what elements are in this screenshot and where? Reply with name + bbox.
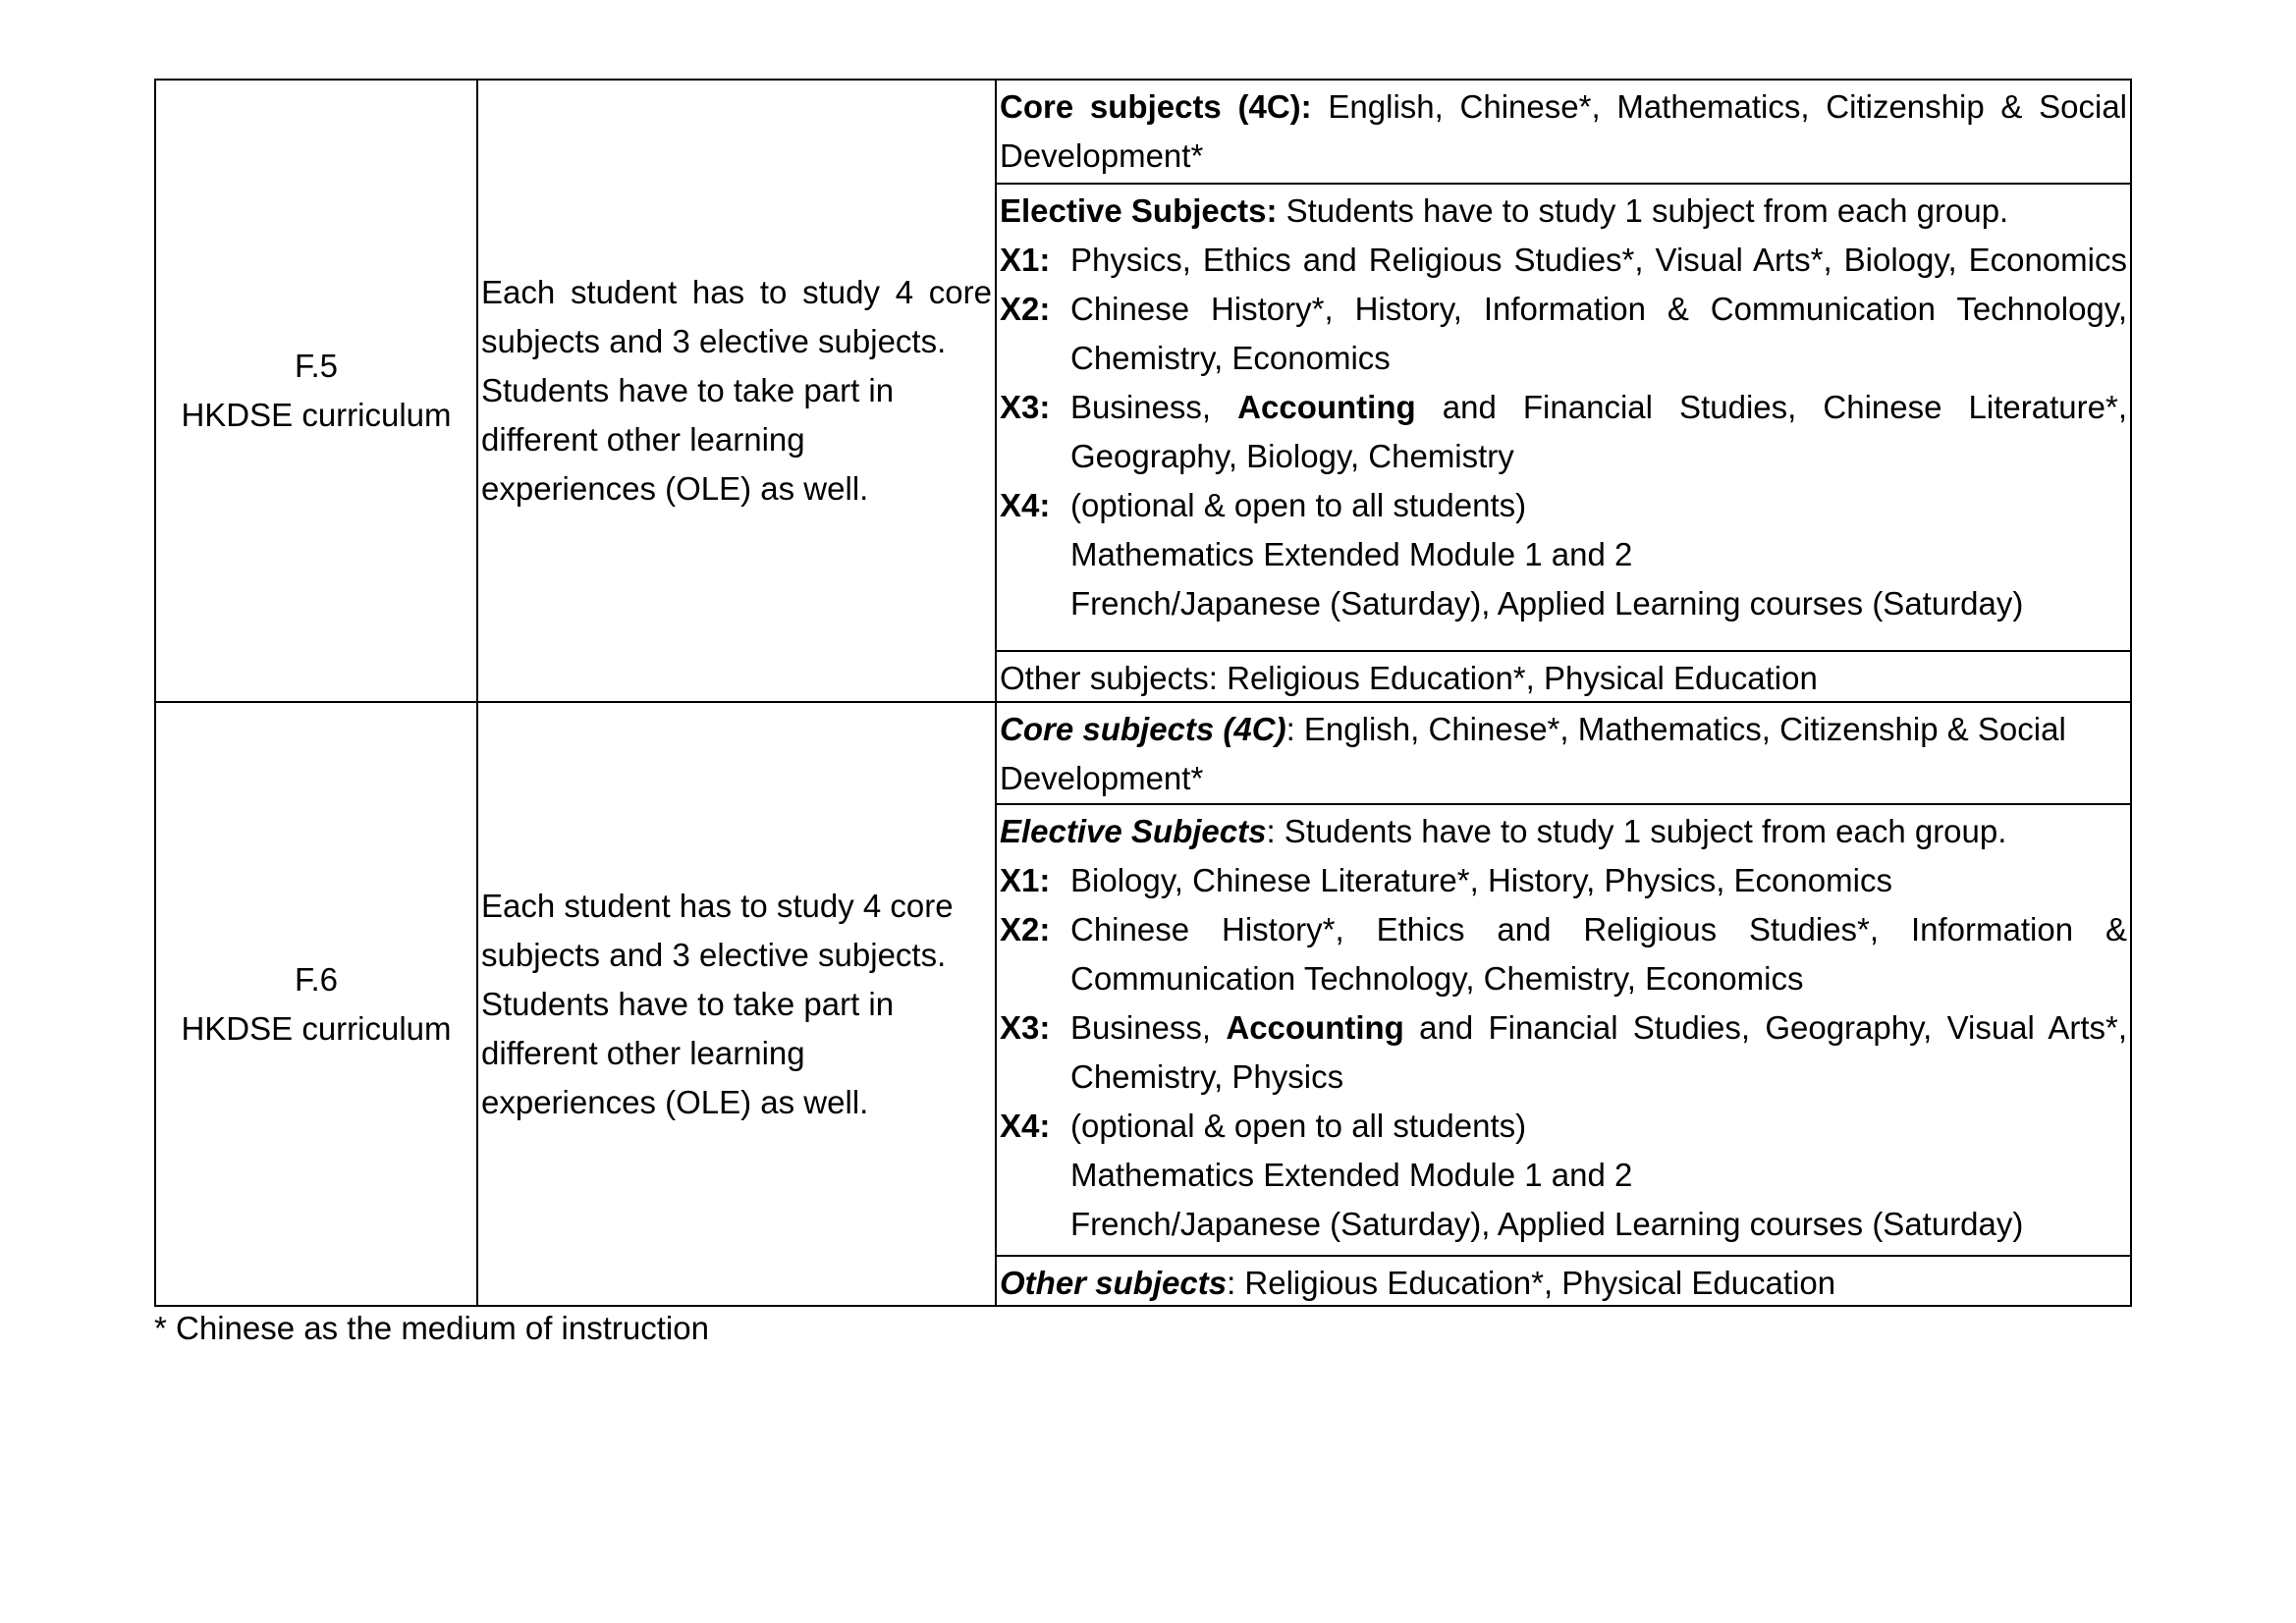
elective-subjects-text: : Students have to study 1 subject from each group. xyxy=(1266,813,2007,849)
core-subjects-text: : English, Chinese*, Mathematics, Citizenship & Social xyxy=(1285,711,2066,747)
description-line: experiences (OLE) as well. xyxy=(481,470,869,507)
core-subjects-block xyxy=(997,703,2130,803)
group-label: X2: xyxy=(1000,911,1051,947)
subjects-cell-f5 xyxy=(996,80,2131,702)
form-cell-f6 xyxy=(155,702,477,1306)
group-subjects: Biology, Chinese Literature*, History, Physics, Economics xyxy=(1070,862,1892,898)
footnote: * Chinese as the medium of instruction xyxy=(154,1310,709,1346)
elective-subjects-text: Students have to study 1 subject from each group. xyxy=(1285,192,2009,229)
group-label: X3: xyxy=(1000,1009,1051,1046)
table-row-f6 xyxy=(155,702,2131,1306)
description-line: experiences (OLE) as well. xyxy=(481,1083,869,1120)
description-line: different other learning xyxy=(481,1034,805,1071)
group-subjects: (optional & open to all students) xyxy=(1070,487,1527,523)
description-line: Each student has to study 4 core xyxy=(481,887,954,924)
other-subjects-text: : Religious Education*, Physical Education xyxy=(1227,1265,1836,1301)
group-subjects: and Financial Studies, Chinese Literature*, xyxy=(1442,389,2127,425)
group-subjects: Chinese History*, History, Information & Communication Technology, xyxy=(1070,291,2127,327)
group-subjects: Physics, Ethics and Religious Studies*, Visual Arts*, Biology, Economics xyxy=(1070,242,2127,278)
core-subjects-text: English, Chinese*, Mathematics, Citizenship & Social xyxy=(1328,88,2128,125)
elective-group-x3 xyxy=(1000,1003,2127,1102)
description-line: subjects and 3 elective subjects. xyxy=(481,323,947,359)
other-subjects-text: Religious Education*, Physical Education xyxy=(1227,660,1818,696)
curriculum-name: HKDSE curriculum xyxy=(181,397,452,433)
group-subjects: Business, xyxy=(1070,389,1212,425)
description-line: Each student has to study 4 core xyxy=(481,274,992,310)
group-label: X1: xyxy=(1000,242,1051,278)
group-label: X1: xyxy=(1000,862,1051,898)
description-line: different other learning xyxy=(481,421,805,458)
other-subjects-label: Other subjects: xyxy=(1000,660,1218,696)
form-level: F.6 xyxy=(294,960,339,998)
elective-group-x3 xyxy=(1000,383,2127,481)
group-subjects: Chinese History*, Ethics and Religious Studies*, Information & xyxy=(1070,911,2127,947)
accounting-emphasis: Accounting xyxy=(1237,389,1416,425)
group-subjects: Communication Technology, Chemistry, Economics xyxy=(1070,960,1804,997)
group-subjects: (optional & open to all students) xyxy=(1070,1108,1527,1144)
group-label: X2: xyxy=(1000,291,1051,327)
group-label: X4: xyxy=(1000,1108,1051,1144)
group-subjects: Chemistry, Economics xyxy=(1070,340,1391,376)
description-cell-f6 xyxy=(477,702,996,1306)
elective-group-x2 xyxy=(1000,285,2127,383)
elective-group-x4 xyxy=(1000,481,2127,628)
group-subjects: Mathematics Extended Module 1 and 2 xyxy=(1070,1157,1633,1193)
core-subjects-text-cont: Development* xyxy=(1000,137,1204,174)
group-subjects: French/Japanese (Saturday), Applied Learning courses (Saturday) xyxy=(1070,585,2024,622)
subjects-cell-f6 xyxy=(996,702,2131,1306)
elective-subjects-label: Elective Subjects xyxy=(1000,813,1267,849)
group-subjects: Mathematics Extended Module 1 and 2 xyxy=(1070,536,1633,572)
core-subjects-label: Core subjects (4C) xyxy=(1000,711,1286,747)
form-level: F.5 xyxy=(294,348,339,384)
form-cell-f5 xyxy=(155,80,477,702)
group-label: X3: xyxy=(1000,389,1051,425)
elective-group-x1 xyxy=(1000,236,2127,285)
curriculum-name: HKDSE curriculum xyxy=(181,1009,452,1047)
elective-subjects-block xyxy=(997,183,2130,650)
group-label: X4: xyxy=(1000,487,1051,523)
accounting-emphasis: Accounting xyxy=(1226,1009,1404,1046)
core-subjects-text-cont: Development* xyxy=(1000,760,1204,796)
description-line: subjects and 3 elective subjects. xyxy=(481,936,947,973)
curriculum-table xyxy=(154,79,2132,1307)
elective-group-x2 xyxy=(1000,905,2127,1003)
group-subjects: French/Japanese (Saturday), Applied Learning courses (Saturday) xyxy=(1070,1206,2024,1242)
elective-subjects-block xyxy=(997,803,2130,1255)
table-row-f5 xyxy=(155,80,2131,702)
elective-subjects-label: Elective Subjects: xyxy=(1000,192,1278,229)
other-subjects-block xyxy=(997,1255,2130,1305)
core-subjects-block xyxy=(997,81,2130,183)
other-subjects-block xyxy=(997,650,2130,701)
description-line: Students have to take part in xyxy=(481,985,895,1022)
description-cell-f5 xyxy=(477,80,996,702)
core-subjects-label: Core subjects (4C): xyxy=(1000,88,1312,125)
other-subjects-label: Other subjects xyxy=(1000,1265,1228,1301)
group-subjects: Chemistry, Physics xyxy=(1070,1058,1344,1095)
elective-group-x4 xyxy=(1000,1102,2127,1249)
group-subjects: Geography, Biology, Chemistry xyxy=(1070,438,1514,474)
group-subjects: Business, xyxy=(1070,1009,1212,1046)
description-line: Students have to take part in xyxy=(481,372,895,408)
elective-group-x1 xyxy=(1000,856,2127,905)
group-subjects: and Financial Studies, Geography, Visual Arts*, xyxy=(1419,1009,2128,1046)
